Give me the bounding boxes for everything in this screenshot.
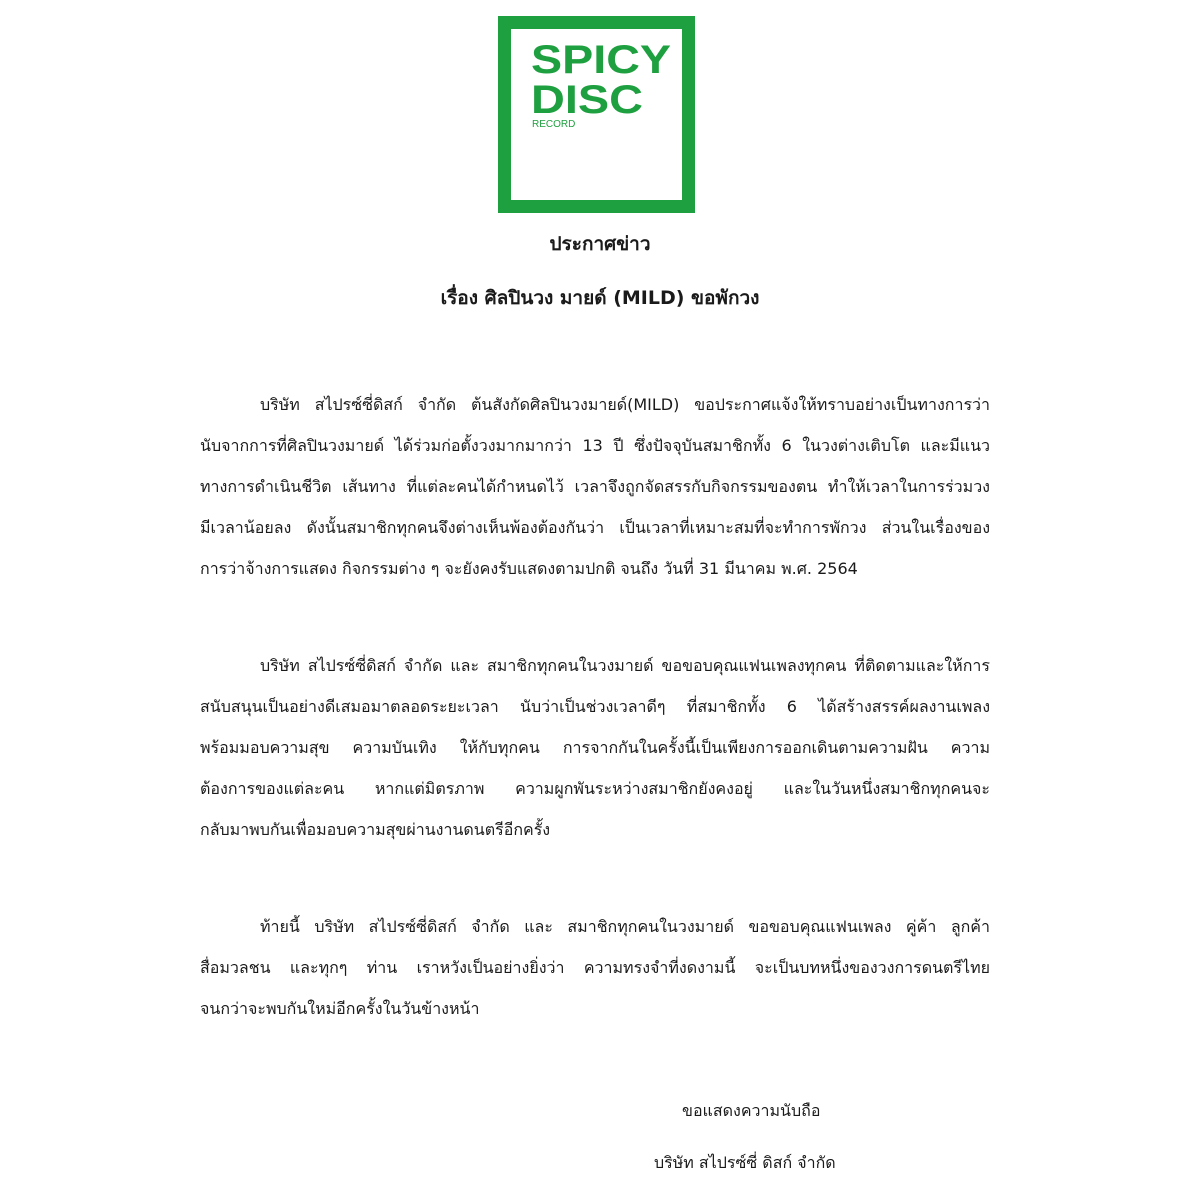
paragraph-line: สนับสนุนเป็นอย่างดีเสมอมาตลอดระยะเวลา นับว่าเป็นช่วงเวลาดีๆ ที่สมาชิกทั้ง 6 ได้สร้างสรรค์ผลงานเพลง xyxy=(200,697,990,716)
announcement-title: ประกาศข่าว xyxy=(549,233,651,255)
paragraph-line: สื่อมวลชน และทุกๆ ท่าน เราหวังเป็นอย่างยิ่งว่า ความทรงจำที่งดงามนี้ จะเป็นบทหนึ่งของวงการดนตรีไทย xyxy=(200,958,990,977)
signature-company: บริษัท สไปรซ์ซี่ ดิสก์ จำกัด xyxy=(654,1153,836,1172)
paragraph-1 xyxy=(200,384,990,589)
announcement-subject: เรื่อง ศิลปินวง มายด์ (MILD) ขอพักวง xyxy=(440,287,760,309)
paragraph-line: ต้องการของแต่ละคน หากแต่มิตรภาพ ความผูกพันระหว่างสมาชิกยังคงอยู่ และในวันหนึ่งสมาชิกทุกคนจะ xyxy=(200,779,990,798)
logo-text-disc: DISC xyxy=(531,78,643,122)
paragraph-line: บริษัท สไปรซ์ซี่ดิสก์ จำกัด ต้นสังกัดศิลปินวงมายด์(MILD) ขอประกาศแจ้งให้ทราบอย่างเป็นทางการว่า xyxy=(260,395,990,414)
paragraph-2 xyxy=(200,645,990,850)
paragraph-line: บริษัท สไปรซ์ซี่ดิสก์ จำกัด และ สมาชิกทุกคนในวงมายด์ ขอขอบคุณแฟนเพลงทุกคน ที่ติดตามและให้การ xyxy=(260,656,990,675)
paragraph-line: กลับมาพบกันเพื่อมอบความสุขผ่านงานดนตรีอีกครั้ง xyxy=(200,820,551,839)
paragraph-line: มีเวลาน้อยลง ดังนั้นสมาชิกทุกคนจึงต่างเห็นพ้องต้องกันว่า เป็นเวลาที่เหมาะสมที่จะทำการพักวง ส่วนในเรื่องของ xyxy=(200,518,990,537)
logo-text-spicy: SPICY xyxy=(531,38,672,82)
spicy-disc-logo xyxy=(498,16,695,213)
paragraph-line: ท้ายนี้ บริษัท สไปรซ์ซี่ดิสก์ จำกัด และ สมาชิกทุกคนในวงมายด์ ขอขอบคุณแฟนเพลง คู่ค้า ลูกค้า xyxy=(260,917,990,936)
logo-wordmark xyxy=(511,29,682,200)
paragraph-line: พร้อมมอบความสุข ความบันเทิง ให้กับทุกคน การจากกันในครั้งนี้เป็นเพียงการออกเดินตามความฝัน ความ xyxy=(200,738,990,757)
paragraph-3 xyxy=(200,906,990,1029)
paragraph-line: ทางการดำเนินชีวิต เส้นทาง ที่แต่ละคนได้กำหนดไว้ เวลาจึงถูกจัดสรรกับกิจกรรมของตน ทำให้เวลาในการร่วมวง xyxy=(200,477,990,496)
paragraph-line: จนกว่าจะพบกันใหม่อีกครั้งในวันข้างหน้า xyxy=(200,999,480,1018)
logo-text-record: RECORD xyxy=(532,119,576,130)
paragraph-line: การว่าจ้างการแสดง กิจกรรมต่าง ๆ จะยังคงรับแสดงตามปกติ จนถึง วันที่ 31 มีนาคม พ.ศ. 2564 xyxy=(200,559,858,578)
signature-closing: ขอแสดงความนับถือ xyxy=(682,1101,821,1120)
paragraph-line: นับจากการที่ศิลปินวงมายด์ ได้ร่วมก่อตั้งวงมากมากว่า 13 ปี ซึ่งปัจจุบันสมาชิกทั้ง 6 ในวงต่างเติบโต และมีแนว xyxy=(200,436,990,455)
